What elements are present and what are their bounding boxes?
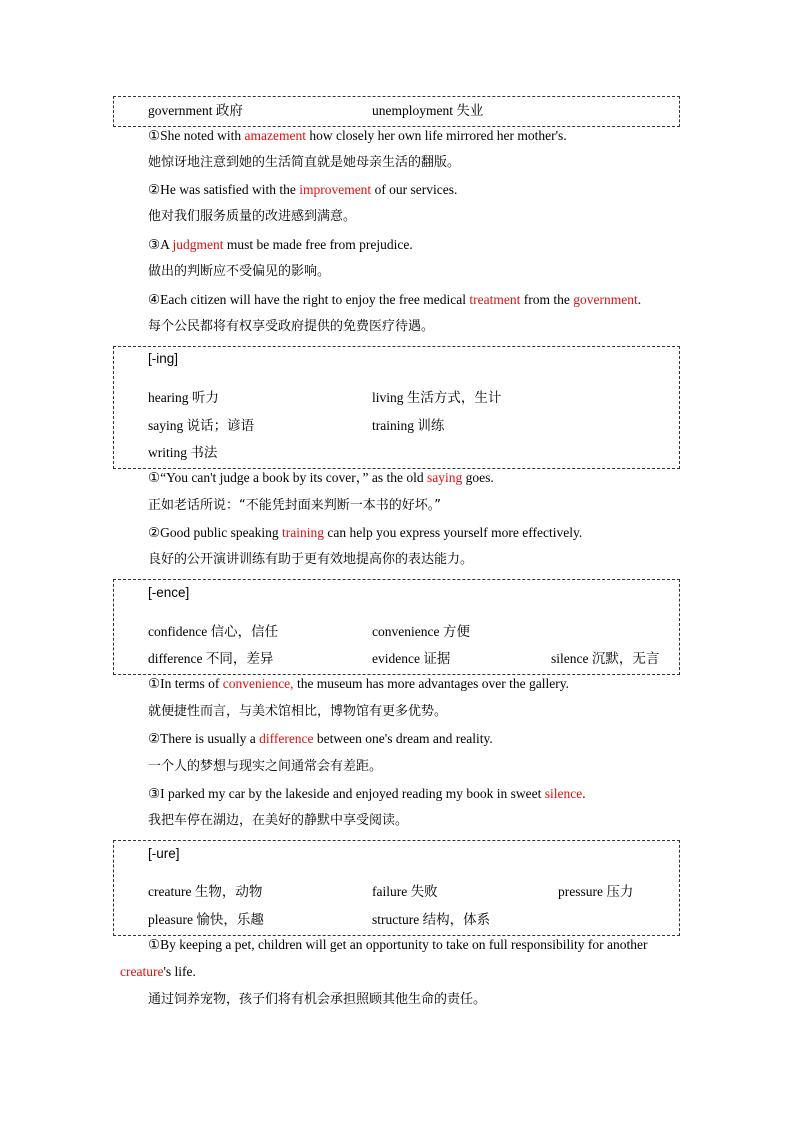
example-amazement: ①She noted with amazement how closely her own life mirrored her mother's. xyxy=(148,128,567,143)
example-treatment: ④Each citizen will have the right to enjoy the free medical treatment from the government. xyxy=(148,292,642,307)
vocab-evidence: evidence 证据 xyxy=(372,651,451,666)
suffix-heading-ure: [-ure] xyxy=(148,846,180,861)
example-convenience: ①In terms of convenience, the museum has more advantages over the gallery. xyxy=(148,676,569,691)
translation-training: 良好的公开演讲训练有助于更有效地提高你的表达能力。 xyxy=(148,552,474,567)
vocab-training: training 训练 xyxy=(372,418,445,433)
translation-silence: 我把车停在湖边，在美好的静默中享受阅读。 xyxy=(148,813,409,828)
vocab-living: living 生活方式，生计 xyxy=(372,390,502,405)
vocab-writing: writing 书法 xyxy=(148,445,218,460)
example-training: ②Good public speaking training can help you express yourself more effectively. xyxy=(148,525,583,540)
example-difference: ②There is usually a difference between one's dream and reality. xyxy=(148,731,493,746)
translation-amazement: 她惊讶地注意到她的生活简直就是她母亲生活的翻版。 xyxy=(148,155,461,170)
translation-creature: 通过饲养宠物，孩子们将有机会承担照顾其他生命的责任。 xyxy=(148,992,487,1007)
vocab-difference: difference 不同，差异 xyxy=(148,651,274,666)
example-judgment: ③A judgment must be made free from prejudice. xyxy=(148,237,413,252)
vocab-pressure: pressure 压力 xyxy=(558,884,634,899)
example-silence: ③I parked my car by the lakeside and enjoyed reading my book in sweet silence. xyxy=(148,786,586,801)
vocab-unemployment: unemployment 失业 xyxy=(372,103,484,118)
vocab-failure: failure 失败 xyxy=(372,884,438,899)
translation-saying: 正如老话所说：“不能凭封面来判断一本书的好坏。” xyxy=(148,498,441,513)
vocab-structure: structure 结构，体系 xyxy=(372,912,491,927)
example-saying: ①“You can't judge a book by its cover，” as the old saying goes. xyxy=(148,470,494,485)
translation-difference: 一个人的梦想与现实之间通常会有差距。 xyxy=(148,759,383,774)
suffix-heading-ence: [-ence] xyxy=(148,585,190,600)
suffix-heading-ing: [-ing] xyxy=(148,351,179,366)
example-improvement: ②He was satisfied with the improvement of our services. xyxy=(148,182,458,197)
vocab-pleasure: pleasure 愉快，乐趣 xyxy=(148,912,264,927)
vocab-creature: creature 生物，动物 xyxy=(148,884,263,899)
example-creature: ①By keeping a pet, children will get an opportunity to take on full responsibility for another xyxy=(148,937,648,952)
vocab-confidence: confidence 信心，信任 xyxy=(148,624,279,639)
vocab-saying: saying 说话；谚语 xyxy=(148,418,255,433)
translation-judgment: 做出的判断应不受偏见的影响。 xyxy=(148,264,331,279)
example-creature-cont: creature's life. xyxy=(120,964,196,979)
translation-treatment: 每个公民都将有权享受政府提供的免费医疗待遇。 xyxy=(148,319,435,334)
vocab-convenience: convenience 方便 xyxy=(372,624,470,639)
vocab-hearing: hearing 听力 xyxy=(148,390,219,405)
translation-convenience: 就便捷性而言，与美术馆相比，博物馆有更多优势。 xyxy=(148,704,448,719)
vocab-silence: silence 沉默，无言 xyxy=(551,651,660,666)
translation-improvement: 他对我们服务质量的改进感到满意。 xyxy=(148,209,357,224)
vocab-government: government 政府 xyxy=(148,103,243,118)
